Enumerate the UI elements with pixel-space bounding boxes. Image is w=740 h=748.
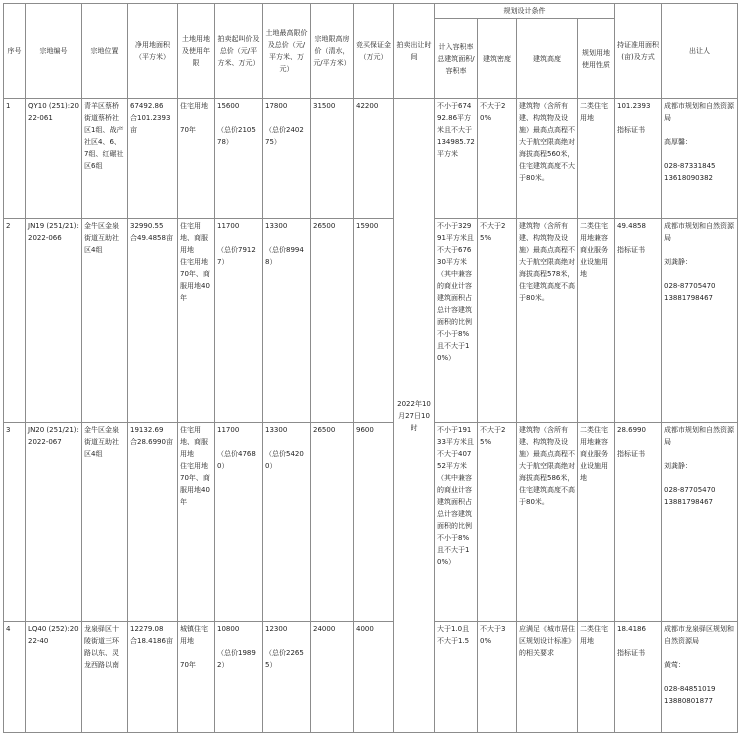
area-sqm: 32990.55 <box>130 222 164 230</box>
indicator-area: 101.2393 <box>617 102 651 110</box>
area-sqm: 19132.69 <box>130 426 164 434</box>
header-density: 建筑密度 <box>478 19 517 99</box>
header-far: 计入容积率总建筑面积/容积率 <box>435 19 478 99</box>
area-mu: 合18.4186亩 <box>130 637 173 645</box>
seller-phone2: 13618090382 <box>664 174 713 182</box>
cell-seller <box>662 99 738 219</box>
max-price: 13300 <box>265 426 288 434</box>
header-housing-price-cap: 宗地限高房价（清水，元/平方米） <box>311 4 354 99</box>
max-total: （总价240275） <box>265 126 304 146</box>
land-use: 住宅用地 <box>180 102 208 110</box>
cell-start-price <box>215 219 263 423</box>
seller-name: 成都市规划和自然资源局 <box>664 222 734 242</box>
header-max-price: 土地最高限价及总价（元/平方米、万元） <box>263 4 311 99</box>
cell-seq: 3 <box>4 423 26 622</box>
cell-seller <box>662 219 738 423</box>
table-row <box>4 99 738 219</box>
cell-planned-use: 二类住宅用地 <box>578 622 615 733</box>
cell-house-cap: 26500 <box>311 219 354 423</box>
cell-land-use <box>178 423 215 622</box>
cell-location: 龙泉驿区十陵街道三环路以东、灵龙西路以南 <box>82 622 128 733</box>
cell-location: 金牛区金泉街道互助社区4组 <box>82 219 128 423</box>
cell-far: 不小于19133平方米且不大于40752平方米（其中兼容的商业计容建筑面积占总计容建筑面积的比例不小于8%且不大于10%） <box>435 423 478 622</box>
seller-phone2: 13881798467 <box>664 498 713 506</box>
max-price: 12300 <box>265 625 288 633</box>
cell-house-cap: 26500 <box>311 423 354 622</box>
header-parcel-id: 宗地编号 <box>26 4 82 99</box>
cell-density: 不大于25% <box>478 219 517 423</box>
cell-land-use <box>178 99 215 219</box>
cell-deposit: 42200 <box>354 99 394 219</box>
cell-height: 建筑物（含所有建、构筑物及设施）最高点高程不大于航空限高绝对海拔高程578米，住宅建筑高度不高于80米。 <box>517 219 578 423</box>
cell-planned-use: 二类住宅用地 <box>578 99 615 219</box>
cell-net-area <box>128 99 178 219</box>
cell-start-price <box>215 99 263 219</box>
land-use-years: 70年 <box>180 126 196 134</box>
cell-seq: 1 <box>4 99 26 219</box>
seller-name: 成都市龙泉驿区规划和自然资源局 <box>664 625 734 645</box>
start-total: （总价79127） <box>217 246 256 266</box>
cell-max-price <box>263 219 311 423</box>
cell-parcel-id: QY10 (251):2022-061 <box>26 99 82 219</box>
land-use: 住宅用地、商服用地 <box>180 426 208 458</box>
table-row <box>4 219 738 423</box>
header-seller: 出让人 <box>662 4 738 99</box>
max-total: （总价54200） <box>265 450 304 470</box>
cell-seq: 4 <box>4 622 26 733</box>
cell-indicator <box>615 219 662 423</box>
cell-max-price <box>263 99 311 219</box>
cell-location: 青羊区蔡桥街道蔡桥社区1组、战产社区4、6、7组、红碾社区6组 <box>82 99 128 219</box>
indicator-method: 指标证书 <box>617 246 645 254</box>
cell-start-price <box>215 423 263 622</box>
cell-land-use <box>178 622 215 733</box>
header-location: 宗地位置 <box>82 4 128 99</box>
table-row <box>4 423 738 622</box>
area-sqm: 67492.86 <box>130 102 164 110</box>
cell-parcel-id: JN19 (251/21):2022-066 <box>26 219 82 423</box>
seller-contact: 高厚馨： <box>664 138 692 146</box>
cell-parcel-id: LQ40 (252):2022-40 <box>26 622 82 733</box>
land-auction-table <box>3 3 738 733</box>
header-row-top <box>4 4 738 19</box>
header-deposit: 竞买保证金（万元） <box>354 4 394 99</box>
indicator-area: 28.6990 <box>617 426 646 434</box>
cell-net-area <box>128 219 178 423</box>
indicator-area: 49.4858 <box>617 222 646 230</box>
seller-phone1: 028-87705470 <box>664 486 716 494</box>
cell-land-use <box>178 219 215 423</box>
land-use-years: 住宅用地70年、商服用地40年 <box>180 462 210 506</box>
header-indicator-area: 持证准用面积(亩)及方式 <box>615 4 662 99</box>
start-price: 11700 <box>217 222 240 230</box>
table-row <box>4 622 738 733</box>
max-total: （总价22655） <box>265 649 304 669</box>
cell-height: 建筑物（含所有建、构筑物及设施）最高点高程不大于航空限高绝对海拔高程560米，住宅建筑高度不大于80米。 <box>517 99 578 219</box>
seller-contact: 刘龚静： <box>664 258 692 266</box>
cell-location: 金牛区金泉街道互助社区4组 <box>82 423 128 622</box>
header-land-use: 土地用地及使用年限 <box>178 4 215 99</box>
land-use-years: 住宅用地70年、商服用地40年 <box>180 258 210 302</box>
seller-phone1: 028-87331845 <box>664 162 716 170</box>
cell-planned-use: 二类住宅用地兼容商业服务业设施用地 <box>578 423 615 622</box>
cell-far: 不小于32991平方米且不大于67630平方米（其中兼容的商业计容建筑面积占总计容建筑面积的比例不小于8%且不大于10%） <box>435 219 478 423</box>
header-planned-use: 规划用地使用性质 <box>578 19 615 99</box>
seller-name: 成都市规划和自然资源局 <box>664 426 734 446</box>
cell-deposit: 9600 <box>354 423 394 622</box>
area-mu: 合101.2393亩 <box>130 114 171 134</box>
cell-deposit: 15900 <box>354 219 394 423</box>
seller-phone1: 028-87705470 <box>664 282 716 290</box>
max-price: 13300 <box>265 222 288 230</box>
seller-phone2: 13880801877 <box>664 697 713 705</box>
seller-contact: 刘龚静： <box>664 462 692 470</box>
cell-far: 不小于67492.86平方米且不大于134985.72平方米 <box>435 99 478 219</box>
cell-indicator <box>615 99 662 219</box>
cell-house-cap: 31500 <box>311 99 354 219</box>
cell-max-price <box>263 622 311 733</box>
start-total: （总价19892） <box>217 649 256 669</box>
cell-net-area <box>128 423 178 622</box>
cell-density: 不大于30% <box>478 622 517 733</box>
header-height: 建筑高度 <box>517 19 578 99</box>
indicator-method: 指标证书 <box>617 649 645 657</box>
area-sqm: 12279.08 <box>130 625 164 633</box>
cell-far: 大于1.0且不大于1.5 <box>435 622 478 733</box>
cell-density: 不大于25% <box>478 423 517 622</box>
header-start-price: 拍卖起叫价及总价（元/平方米、万元） <box>215 4 263 99</box>
cell-deposit: 4000 <box>354 622 394 733</box>
cell-seq: 2 <box>4 219 26 423</box>
cell-height: 建筑物（含所有建、构筑物及设施）最高点高程不大于航空限高绝对海拔高程586米，住宅建筑高度不高于80米。 <box>517 423 578 622</box>
seller-contact: 黄莺： <box>664 661 685 669</box>
area-mu: 合49.4858亩 <box>130 234 173 242</box>
start-total: （总价47680） <box>217 450 256 470</box>
cell-indicator <box>615 622 662 733</box>
start-price: 15600 <box>217 102 240 110</box>
land-use: 城镇住宅用地 <box>180 625 208 645</box>
header-net-area: 净用地面积（平方米） <box>128 4 178 99</box>
cell-height: 应满足《城市居住区规划设计标准》的相关要求 <box>517 622 578 733</box>
cell-max-price <box>263 423 311 622</box>
seller-phone2: 13881798467 <box>664 294 713 302</box>
indicator-method: 指标证书 <box>617 450 645 458</box>
cell-parcel-id: JN20 (251/21):2022-067 <box>26 423 82 622</box>
area-mu: 合28.6990亩 <box>130 438 173 446</box>
cell-start-price <box>215 622 263 733</box>
start-price: 10800 <box>217 625 240 633</box>
header-planning-group: 规划设计条件 <box>435 4 615 19</box>
cell-density: 不大于20% <box>478 99 517 219</box>
cell-seller <box>662 423 738 622</box>
header-auction-time: 拍卖出让时间 <box>394 4 435 99</box>
cell-seller <box>662 622 738 733</box>
cell-net-area <box>128 622 178 733</box>
header-seq: 序号 <box>4 4 26 99</box>
cell-planned-use: 二类住宅用地兼容商业服务业设施用地 <box>578 219 615 423</box>
cell-indicator <box>615 423 662 622</box>
max-total: （总价89948） <box>265 246 304 266</box>
seller-name: 成都市规划和自然资源局 <box>664 102 734 122</box>
seller-phone1: 028-84851019 <box>664 685 716 693</box>
cell-house-cap: 24000 <box>311 622 354 733</box>
max-price: 17800 <box>265 102 288 110</box>
cell-auction-time: 2022年10月27日10时 <box>394 99 435 733</box>
start-total: （总价210578） <box>217 126 256 146</box>
start-price: 11700 <box>217 426 240 434</box>
land-use-years: 70年 <box>180 661 196 669</box>
indicator-method: 指标证书 <box>617 126 645 134</box>
indicator-area: 18.4186 <box>617 625 646 633</box>
land-use: 住宅用地、商服用地 <box>180 222 208 254</box>
